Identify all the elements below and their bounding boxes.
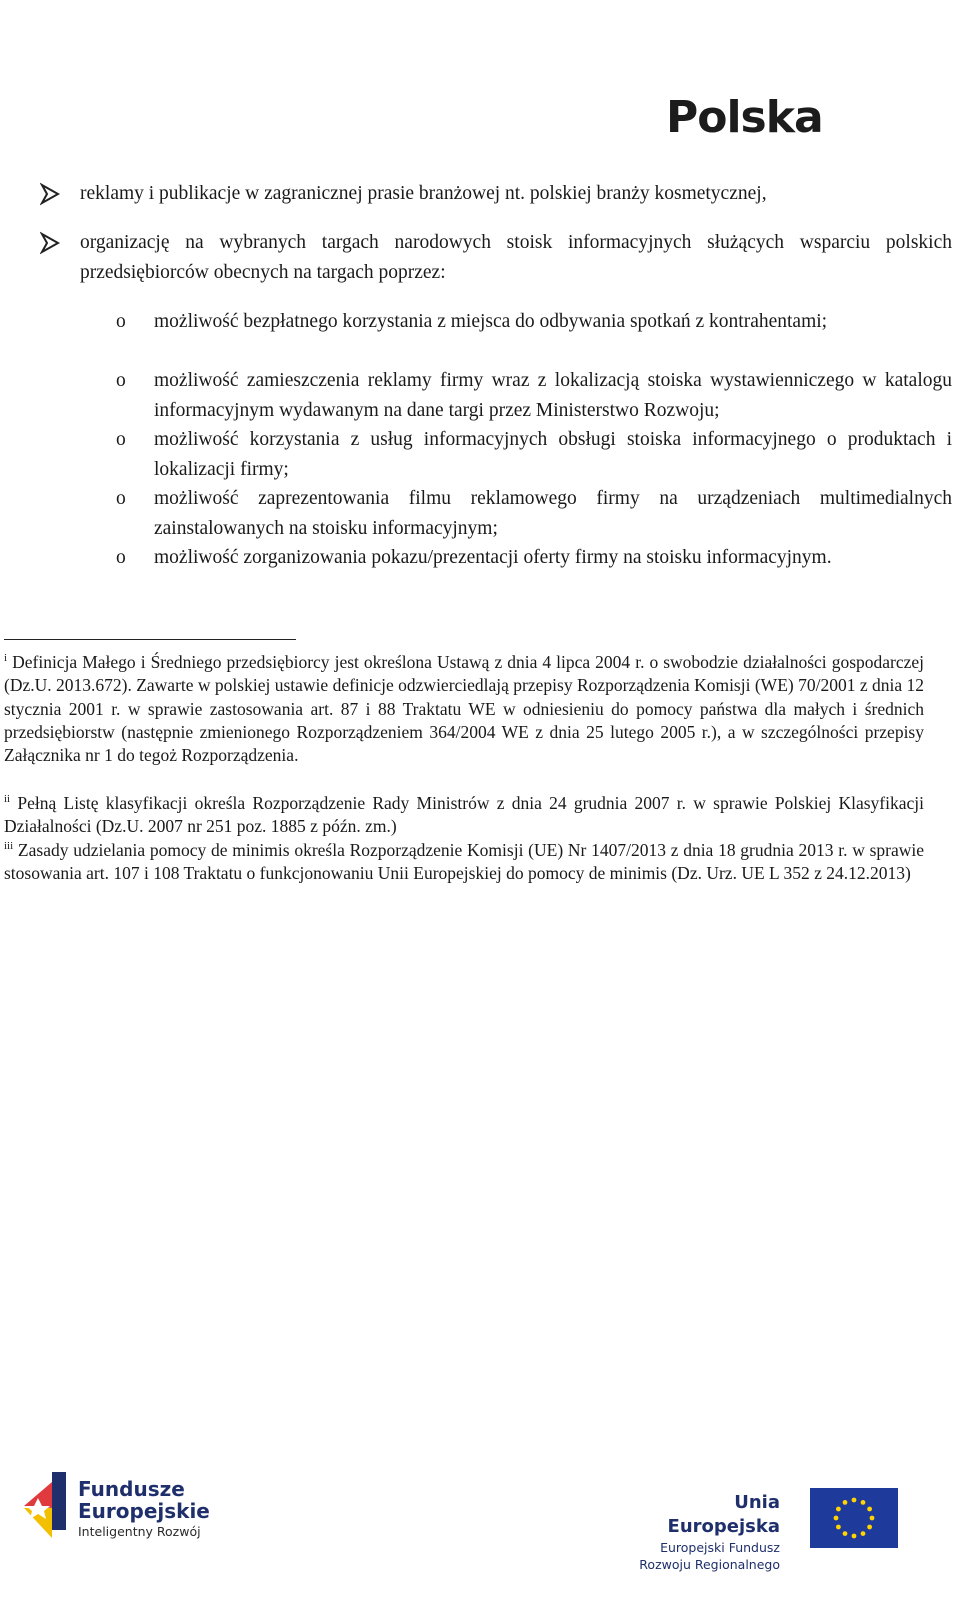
footnote-text: Pełną Listę klasyfikacji określa Rozporządzenie Rady Ministrów z dnia 24 grudnia 2007 r. w sprawie Polskiej Klasyfikacji Działalności (Dz.U. 2007 nr 251 poz. 1885 z późn. zm.)	[4, 793, 924, 837]
ue-line1: Unia Europejska	[667, 1492, 780, 1537]
footnote	[4, 651, 924, 767]
arrow-bullet-icon	[40, 179, 66, 209]
sub-item-marker: o	[116, 370, 126, 391]
sub-item-marker: o	[116, 311, 126, 332]
arrow-bullet-icon	[40, 228, 66, 258]
sub-item-text: możliwość zorganizowania pokazu/prezentacji oferty firmy na stoisku informacyjnym.	[154, 547, 832, 568]
list-item-text: organizację na wybranych targach narodowych stoisk informacyjnych służących wsparciu polskich przedsiębiorców obecnych na targach poprzez:	[80, 232, 952, 283]
footnote-mark: iii	[4, 840, 14, 852]
fe-star-icon	[22, 1468, 70, 1548]
footnote	[4, 839, 924, 886]
polska-logo-text: Polska	[666, 92, 823, 143]
fundusze-europejskie-logo	[22, 1468, 242, 1548]
polska-logo	[666, 0, 960, 190]
fe-line2: Europejskie	[78, 1499, 210, 1523]
footnote-text: Zasady udzielania pomocy de minimis określa Rozporządzenie Komisji (UE) Nr 1407/2013 z dnia 18 grudnia 2013 r. w sprawie stosowania art. 107 i 108 Traktatu o funkcjonowaniu Unii Europejskiej do pomocy de minimis (Dz. Urz. UE L 352 z 24.12.2013)	[4, 840, 925, 884]
ue-line3: Rozwoju Regionalnego	[639, 1557, 780, 1572]
fe-text-block	[78, 1478, 210, 1542]
sub-item-text: możliwość zamieszczenia reklamy firmy wraz z lokalizacją stoiska wystawienniczego w katalogu informacyjnym wydawanym na dane targi przez Ministerstwo Rozwoju;	[154, 370, 952, 421]
footnote-mark: ii	[4, 793, 11, 805]
sub-item-text: możliwość bezpłatnego korzystania z miejsca do odbywania spotkań z kontrahentami;	[154, 311, 828, 332]
ue-line2: Europejski Fundusz	[660, 1540, 780, 1555]
fe-line1: Fundusze	[78, 1477, 185, 1501]
fe-line3: Inteligentny Rozwój	[78, 1524, 201, 1539]
sub-item-text: możliwość korzystania z usług informacyjnych obsługi stoiska informacyjnego o produktach i lokalizacji firmy;	[154, 429, 952, 480]
eu-flag-icon	[810, 1488, 898, 1548]
sub-item-text: możliwość zaprezentowania filmu reklamowego firmy na urządzeniach multimedialnych zainstalowanych na stoisku informacyjnym;	[154, 488, 952, 539]
footnote-mark: i	[4, 652, 8, 664]
sub-item-marker: o	[116, 547, 126, 568]
footnote-text: Definicja Małego i Średniego przedsiębiorcy jest określona Ustawą z dnia 4 lipca 2004 r. o swobodzie działalności gospodarczej (Dz.U. 2013.672). Zawarte w polskiej ustawie definicje odzwierciedlają przepisy Rozporządzenia Komisji (WE) 70/2001 z dnia 12 stycznia 2001 r. w sprawie zastosowania art. 87 i 88 Traktatu WE w odniesieniu do pomocy państwa dla małych i średnich przedsiębiorstw (następnie zmienionego Rozporządzeniem 364/2004 WE z dnia 25 lutego 2005 r.), a w szczególności przepisy Załącznika nr 1 do tegoż Rozporządzenia.	[4, 652, 925, 766]
unia-europejska-logo	[628, 1485, 898, 1572]
footnote-separator	[4, 639, 296, 640]
list-item-text: reklamy i publikacje w zagranicznej prasie branżowej nt. polskiej branży kosmetycznej,	[80, 183, 767, 204]
ue-text-block	[628, 1491, 780, 1573]
footnote	[4, 792, 924, 839]
sub-item-marker: o	[116, 429, 126, 450]
sub-item-marker: o	[116, 488, 126, 509]
